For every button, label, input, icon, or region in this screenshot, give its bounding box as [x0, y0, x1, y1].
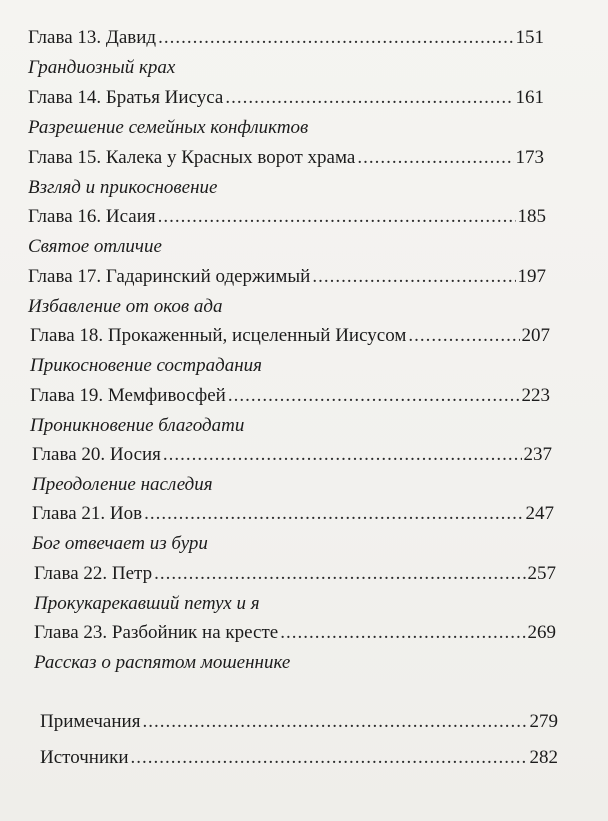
toc-entry-notes	[40, 710, 558, 733]
toc-line	[28, 205, 546, 228]
toc-entry-chapter-21	[32, 502, 554, 555]
chapter-subtitle: Избавление от оков ада	[28, 296, 223, 317]
page-number: 257	[527, 563, 556, 584]
toc-line	[30, 384, 550, 407]
toc-entry-chapter-22	[34, 562, 556, 615]
toc-line	[28, 146, 544, 169]
dot-leader	[280, 621, 525, 644]
page-number: 282	[529, 747, 558, 768]
toc-entry-chapter-16	[28, 205, 546, 258]
toc-entry-chapter-14	[28, 86, 544, 139]
chapter-title: Глава 21. Иов	[32, 503, 143, 524]
back-matter-title: Источники	[40, 747, 129, 768]
toc-entry-chapter-17	[28, 265, 546, 318]
chapter-title: Глава 18. Прокаженный, исцеленный Иисусом	[30, 325, 407, 346]
page-number: 237	[523, 444, 552, 465]
dot-leader	[144, 502, 523, 525]
chapter-subtitle: Разрешение семейных конфликтов	[28, 117, 309, 138]
chapter-title: Глава 16. Исаия	[28, 206, 156, 227]
chapter-title: Глава 19. Мемфивосфей	[30, 385, 226, 406]
toc-line	[28, 26, 544, 49]
chapter-title: Глава 23. Разбойник на кресте	[34, 622, 279, 643]
chapter-subtitle: Проникновение благодати	[30, 415, 245, 436]
chapter-title: Глава 13. Давид	[28, 27, 157, 48]
chapter-title: Глава 20. Иосия	[32, 444, 161, 465]
page-number: 161	[515, 87, 544, 108]
toc-line	[32, 443, 552, 466]
toc-line	[34, 621, 556, 644]
chapter-subtitle: Взгляд и прикосновение	[28, 177, 218, 198]
dot-leader	[142, 710, 527, 733]
dot-leader	[228, 384, 520, 407]
page-number: 173	[515, 147, 544, 168]
dot-leader	[158, 26, 513, 49]
chapter-subtitle: Рассказ о распятом мошеннике	[34, 652, 291, 673]
page-number: 223	[521, 385, 550, 406]
chapter-subtitle: Святое отличие	[28, 236, 162, 257]
toc-entry-chapter-23	[34, 621, 556, 674]
page-number: 279	[529, 711, 558, 732]
page-number: 247	[525, 503, 554, 524]
back-matter-title: Примечания	[40, 711, 141, 732]
chapter-subtitle: Преодоление наследия	[32, 474, 213, 495]
page-number: 207	[521, 325, 550, 346]
dot-leader	[154, 562, 525, 585]
dot-leader	[158, 205, 516, 228]
toc-entry-chapter-18	[30, 324, 550, 377]
dot-leader	[131, 746, 528, 769]
chapter-subtitle: Прокукарекавший петух и я	[34, 593, 260, 614]
page-number: 151	[515, 27, 544, 48]
page-number: 185	[517, 206, 546, 227]
toc-line	[28, 265, 546, 288]
dot-leader	[357, 146, 513, 169]
toc-entry-chapter-15	[28, 146, 544, 199]
dot-leader	[312, 265, 515, 288]
toc-line	[32, 502, 554, 525]
toc-line	[40, 746, 558, 769]
dot-leader	[163, 443, 522, 466]
chapter-subtitle: Прикосновение сострадания	[30, 355, 263, 376]
dot-leader	[408, 324, 519, 347]
page-number: 269	[527, 622, 556, 643]
toc-entry-chapter-20	[32, 443, 552, 496]
page-number: 197	[517, 266, 546, 287]
dot-leader	[225, 86, 513, 109]
chapter-title: Глава 17. Гадаринский одержимый	[28, 266, 311, 287]
chapter-title: Глава 22. Петр	[34, 563, 153, 584]
chapter-subtitle: Бог отвечает из бури	[32, 533, 208, 554]
chapter-title: Глава 15. Калека у Красных ворот храма	[28, 147, 356, 168]
toc-line	[30, 324, 550, 347]
toc-line	[40, 710, 558, 733]
toc-line	[34, 562, 556, 585]
chapter-title: Глава 14. Братья Иисуса	[28, 87, 224, 108]
toc-entry-chapter-19	[30, 384, 550, 437]
toc-entry-chapter-13	[28, 26, 544, 79]
chapter-subtitle: Грандиозный крах	[28, 57, 176, 78]
toc-line	[28, 86, 544, 109]
toc-entry-sources	[40, 746, 558, 769]
